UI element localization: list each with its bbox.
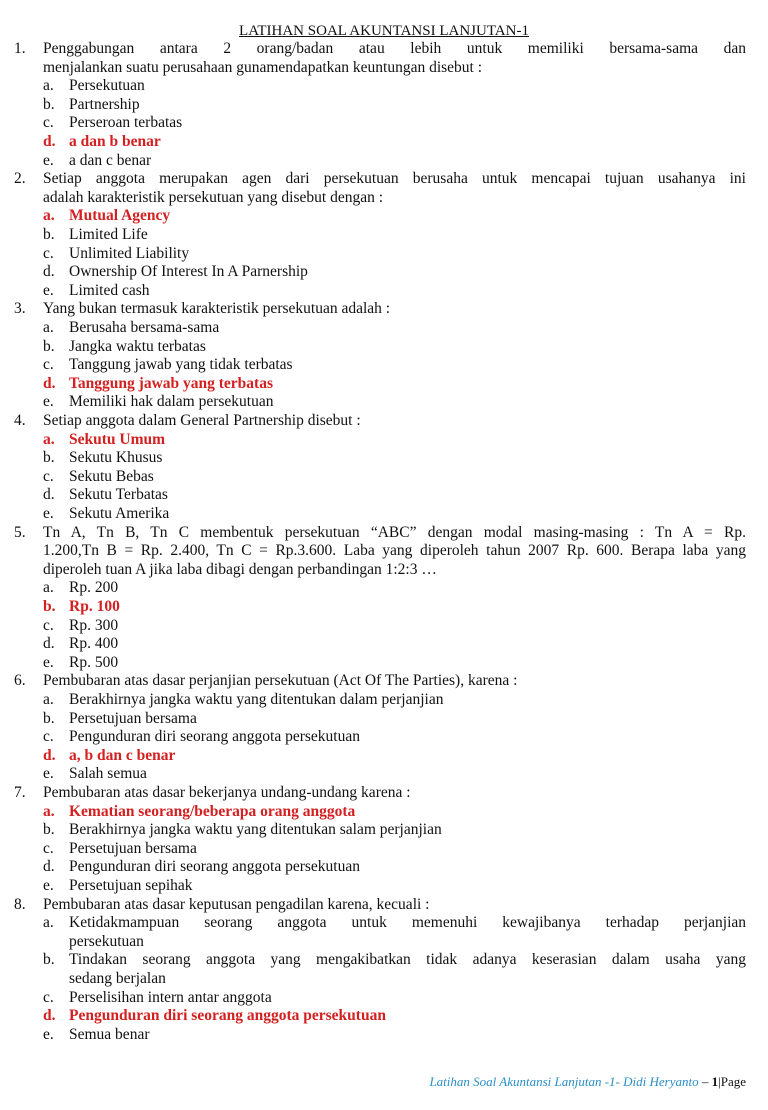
question-number: 1. bbox=[14, 40, 26, 57]
option-text: Persetujuan sepihak bbox=[69, 877, 193, 894]
option-letter: a. bbox=[43, 579, 54, 597]
option-letter: d. bbox=[43, 486, 55, 504]
option-letter: d. bbox=[43, 133, 56, 150]
option-letter: d. bbox=[43, 374, 56, 392]
question-text: 1.200,Tn B = Rp. 2.400, Tn C = Rp.3.600. Laba yang diperoleh tahun 2007 Rp. 600. Berapa laba yang bbox=[43, 542, 746, 560]
option-text: Limited Life bbox=[69, 226, 148, 243]
option-text: Perselisihan intern antar anggota bbox=[69, 988, 272, 1006]
option-letter: e. bbox=[43, 505, 54, 522]
option-letter: b. bbox=[43, 449, 55, 467]
question-number: 3. bbox=[14, 300, 26, 318]
option-text: a dan b benar bbox=[69, 133, 161, 150]
question-text: adalah karakteristik persekutuan yang disebut dengan : bbox=[43, 188, 384, 206]
option-letter: a. bbox=[43, 207, 55, 225]
option-text: Tindakan seorang anggota yang mengakibatkan tidak adanya keserasian dalam usaha yang bbox=[69, 951, 746, 969]
option-text: Jangka waktu terbatas bbox=[69, 337, 206, 355]
option-text: Persetujuan bersama bbox=[69, 839, 197, 857]
question-text: diperoleh tuan A jika laba dibagi dengan perbandingan 1:2:3 … bbox=[43, 560, 437, 578]
option-letter: a. bbox=[43, 802, 55, 820]
option-letter: c. bbox=[43, 616, 54, 634]
option-letter: c. bbox=[43, 244, 54, 262]
option-text: a dan c benar bbox=[69, 151, 152, 169]
option-letter: c. bbox=[43, 988, 54, 1006]
option-text: Berakhirnya jangka waktu yang ditentukan salam perjanjian bbox=[69, 821, 442, 839]
option-letter: a. bbox=[43, 691, 54, 708]
option-text: persekutuan bbox=[69, 932, 144, 950]
footer-document-name: Latihan Soal Akuntansi Lanjutan -1- Didi Heryanto bbox=[429, 1074, 699, 1089]
option-text: Rp. 400 bbox=[69, 635, 119, 653]
option-text: Persekutuan bbox=[69, 77, 145, 95]
question-text: Tn A, Tn B, Tn C membentuk persekutuan “ABC” dengan modal masing-masing : Tn A = Rp. bbox=[43, 523, 746, 541]
question-text: menjalankan suatu perusahaan gunamendapatkan keuntungan disebut : bbox=[43, 58, 483, 76]
option-letter: d. bbox=[43, 858, 55, 876]
question-number: 2. bbox=[14, 170, 26, 188]
option-text: Limited cash bbox=[69, 281, 150, 299]
option-letter: c. bbox=[43, 467, 54, 485]
question-number: 4. bbox=[14, 412, 26, 429]
option-text: Tanggung jawab yang tidak terbatas bbox=[69, 356, 293, 374]
option-text: Salah semua bbox=[69, 765, 147, 783]
option-text: Sekutu Amerika bbox=[69, 505, 170, 522]
question-text: Penggabungan antara 2 orang/badan atau lebih untuk memiliki bersama-sama dan bbox=[43, 40, 746, 57]
option-text: Perseroan terbatas bbox=[69, 114, 183, 132]
option-text: Sekutu Terbatas bbox=[69, 486, 168, 504]
option-letter: e. bbox=[43, 393, 54, 411]
option-text: Rp. 200 bbox=[69, 579, 119, 597]
option-text: Pengunduran diri seorang anggota persekutuan bbox=[69, 858, 360, 876]
option-letter: a. bbox=[43, 430, 55, 448]
option-letter: c. bbox=[43, 356, 54, 374]
option-letter: a. bbox=[43, 914, 54, 932]
option-text: Semua benar bbox=[69, 1025, 150, 1043]
page-footer bbox=[429, 1074, 746, 1090]
option-letter: b. bbox=[43, 709, 55, 727]
footer-separator: | bbox=[718, 1074, 721, 1089]
option-letter: c. bbox=[43, 839, 54, 857]
question-number: 6. bbox=[14, 672, 26, 690]
question-number: 7. bbox=[14, 784, 26, 801]
question-text: Pembubaran atas dasar perjanjian persekutuan (Act Of The Parties), karena : bbox=[43, 672, 518, 690]
option-text: Sekutu Umum bbox=[69, 430, 166, 448]
option-text: Memiliki hak dalam persekutuan bbox=[69, 393, 274, 411]
option-letter: d. bbox=[43, 263, 55, 281]
footer-page-number: 1 bbox=[711, 1074, 719, 1089]
option-letter: c. bbox=[43, 728, 54, 746]
option-text: Ownership Of Interest In A Parnership bbox=[69, 263, 308, 281]
option-text: Rp. 100 bbox=[69, 598, 120, 615]
question-text: Setiap anggota dalam General Partnership disebut : bbox=[43, 412, 361, 429]
option-letter: e. bbox=[43, 877, 54, 894]
option-letter: c. bbox=[43, 114, 54, 132]
option-text: Partnership bbox=[69, 95, 140, 113]
option-letter: d. bbox=[43, 746, 56, 764]
option-text: sedang berjalan bbox=[69, 970, 166, 987]
option-letter: d. bbox=[43, 635, 55, 653]
option-letter: e. bbox=[43, 281, 54, 299]
option-letter: b. bbox=[43, 951, 55, 969]
footer-page-label: Page bbox=[720, 1074, 746, 1089]
option-text: Sekutu Khusus bbox=[69, 449, 163, 467]
option-text: Berakhirnya jangka waktu yang ditentukan dalam perjanjian bbox=[69, 691, 444, 708]
option-letter: a. bbox=[43, 319, 54, 336]
option-text: Unlimited Liability bbox=[69, 244, 190, 262]
option-text: Rp. 500 bbox=[69, 653, 119, 671]
question-text: Yang bukan termasuk karakteristik persekutuan adalah : bbox=[43, 300, 391, 318]
option-text: Sekutu Bebas bbox=[69, 467, 154, 485]
option-text: Kematian seorang/beberapa orang anggota bbox=[69, 802, 356, 820]
option-text: Persetujuan bersama bbox=[69, 709, 197, 727]
option-text: Mutual Agency bbox=[69, 207, 171, 225]
option-letter: b. bbox=[43, 337, 55, 355]
option-letter: e. bbox=[43, 1025, 54, 1043]
question-text: Setiap anggota merupakan agen dari persekutuan berusaha untuk mencapai tujuan usahanya ini bbox=[43, 170, 746, 188]
option-letter: b. bbox=[43, 226, 55, 243]
option-text: Rp. 300 bbox=[69, 616, 119, 634]
option-text: Tanggung jawab yang terbatas bbox=[69, 374, 273, 392]
question-text: Pembubaran atas dasar keputusan pengadilan karena, kecuali : bbox=[43, 895, 430, 913]
question-number: 8. bbox=[14, 895, 26, 913]
footer-dash: – bbox=[701, 1074, 709, 1089]
option-letter: e. bbox=[43, 765, 54, 783]
option-letter: b. bbox=[43, 598, 56, 615]
option-text: Pengunduran diri seorang anggota persekutuan bbox=[69, 1007, 386, 1025]
question-text: Pembubaran atas dasar bekerjanya undang-undang karena : bbox=[43, 784, 411, 801]
option-letter: d. bbox=[43, 1007, 56, 1025]
option-text: a, b dan c benar bbox=[69, 746, 176, 764]
option-text: Ketidakmampuan seorang anggota untuk memenuhi kewajibanya terhadap perjanjian bbox=[69, 914, 746, 932]
option-text: Pengunduran diri seorang anggota persekutuan bbox=[69, 728, 360, 746]
option-letter: b. bbox=[43, 95, 55, 113]
option-text: Berusaha bersama-sama bbox=[69, 319, 220, 336]
page-title: LATIHAN SOAL AKUNTANSI LANJUTAN-1 bbox=[239, 23, 529, 39]
option-letter: b. bbox=[43, 821, 55, 839]
option-letter: a. bbox=[43, 77, 54, 95]
option-letter: e. bbox=[43, 151, 54, 169]
option-letter: e. bbox=[43, 653, 54, 671]
question-number: 5. bbox=[14, 523, 26, 541]
